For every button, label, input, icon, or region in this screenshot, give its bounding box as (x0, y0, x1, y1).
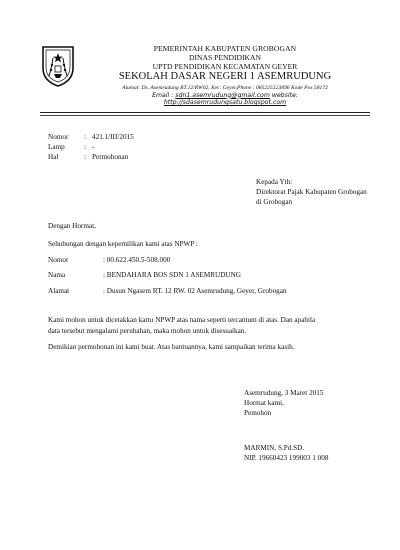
letterhead-email-line (80, 92, 370, 99)
npwp-field-value: : BENDAHARA BOS SDN 1 ASEMRUDUNG (103, 271, 241, 279)
ref-nomor-label: Nomor (48, 133, 69, 141)
regency-crest-icon (40, 44, 76, 88)
ref-lamp-label: Lamp (48, 143, 65, 151)
email-link[interactable]: sdn1.asemrudung@gmail.com (175, 91, 270, 99)
ref-hal-value: Permohonan (92, 153, 129, 161)
signature-regards: Hormat kami, (244, 399, 284, 407)
addressee-location: di Grobogan (256, 198, 293, 206)
signatory-nip: NIP. 19660423 199003 1 008 (244, 454, 329, 462)
letterhead-school-name: SEKOLAH DASAR NEGERI 1 ASEMRUDUNG (118, 71, 332, 83)
email-label: Email : (152, 91, 174, 99)
ref-colon: : (84, 143, 86, 151)
signatory-name: MARMIN, S.Pd.SD. (244, 444, 305, 452)
signature-role: Pemohon (244, 409, 272, 417)
letterhead-divider (40, 112, 370, 113)
ref-hal-label: Hal (48, 153, 59, 161)
ref-colon: : (84, 153, 86, 161)
letterhead-website-line (80, 99, 370, 106)
letterhead (80, 44, 370, 107)
ref-nomor-value: 421.1/III/2015 (92, 133, 134, 141)
ref-lamp-value: - (92, 143, 95, 151)
letterhead-unit: UPTD PENDIDIKAN KECAMATAN GEYER (152, 62, 298, 72)
letterhead-address: Alamat: Ds. Asemrudung RT.12/RW02, Kec. Geyer,Phone : 085225123896 Kode Pos 58172 (122, 84, 328, 91)
addressee-salutation: Kepada Yth: (256, 178, 293, 186)
closing-paragraph: Demikian permohonan ini kami buat. Atas bantuannya, kami sampaikan terima kasih. (48, 343, 295, 351)
letterhead-divider-thin (40, 115, 370, 116)
addressee-name: Direktorat Pajak Kabupaten Grobogan (256, 188, 367, 196)
body-paragraph-line: Kami mohon untuk dicetakkan kartu NPWP atas nama seperti tercantum di atas. Dan apabila (48, 316, 316, 324)
website-link[interactable]: http://sdasemrudungsatu.blogspot.com (163, 99, 287, 107)
npwp-field-label: Nama (48, 271, 66, 279)
website-label: website: (271, 91, 298, 99)
letterhead-government: PEMERINTAH KABUPATEN GROBOGAN (153, 44, 297, 53)
signature-place-date: Asemrudung, 3 Maret 2015 (244, 389, 324, 397)
npwp-field-value: : 00.622.450.5-508.000 (103, 256, 171, 264)
body-paragraph-line: data tersebut mengalami perubahan, maka mohon untuk disesuaikan. (48, 327, 247, 335)
npwp-field-value: : Dusun Ngasem RT. 12 RW. 02 Asemrudung, Geyer, Grobogan (103, 287, 287, 295)
ref-colon: : (84, 133, 86, 141)
intro-line: Sehubungan dengan kepemilikan kami atas NPWP : (48, 240, 198, 248)
letterhead-department: DINAS PENDIDIKAN (189, 53, 261, 63)
greeting: Dengan Hormat, (48, 222, 96, 230)
npwp-field-label: Alamat (48, 287, 70, 295)
npwp-field-label: Nomor (48, 256, 69, 264)
